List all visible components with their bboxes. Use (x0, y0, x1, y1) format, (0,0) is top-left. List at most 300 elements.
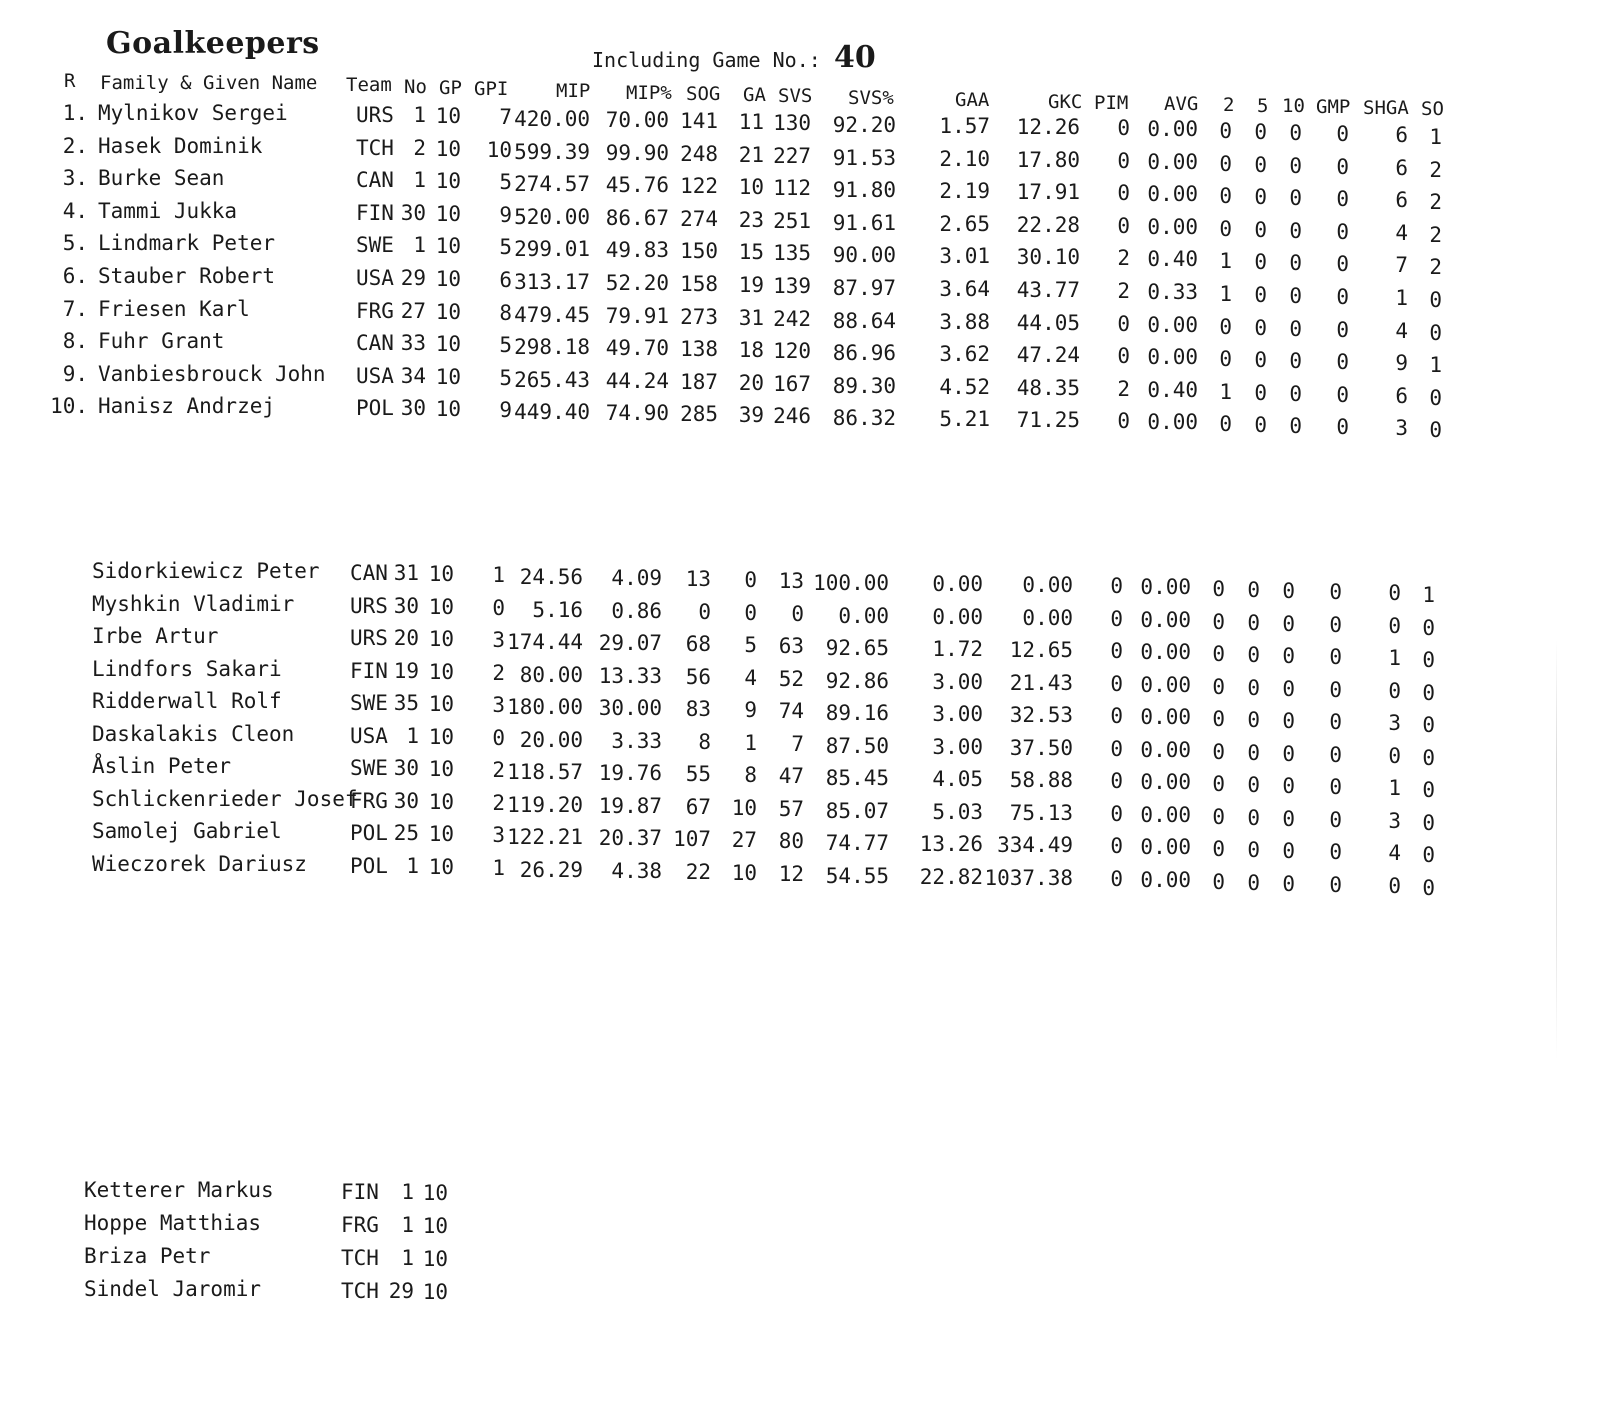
so-cell: 2 (1429, 255, 1442, 280)
pim-cell: 0 (1117, 344, 1130, 369)
mip-cell: 420.00 (514, 107, 590, 131)
pim-cell: 0 (1110, 736, 1123, 761)
svs-cell: 7 (791, 731, 804, 756)
sog-cell: 13 (685, 567, 711, 591)
pim-cell: 0 (1110, 866, 1123, 891)
player-name-cell: Hasek Dominik (98, 133, 263, 158)
shga-cell: 3 (1388, 711, 1401, 735)
mip-cell: 299.01 (514, 237, 590, 262)
p10-cell: 0 (1289, 153, 1302, 178)
gaa-cell: 2.65 (939, 211, 990, 236)
gaa-cell: 3.00 (932, 669, 983, 694)
p10-cell: 0 (1289, 186, 1302, 211)
mip-pct-cell: 4.38 (611, 858, 662, 883)
ga-cell: 39 (738, 403, 764, 428)
other-goalkeeper-row (0, 851, 1606, 900)
mip-cell: 274.57 (514, 172, 590, 197)
sog-cell: 83 (685, 697, 711, 721)
mip-pct-cell: 3.33 (611, 728, 662, 753)
no-cell: 1 (413, 168, 426, 193)
mip-pct-cell: 30.00 (598, 696, 662, 720)
gaa-cell: 3.01 (939, 244, 990, 269)
rank-cell: 8. (62, 329, 88, 354)
so-cell: 0 (1429, 288, 1442, 312)
p5-cell: 0 (1254, 217, 1267, 242)
p2-cell: 0 (1212, 674, 1225, 699)
mip-pct-cell: 79.91 (605, 303, 669, 328)
p10-cell: 0 (1282, 644, 1295, 668)
no-cell: 1 (401, 1246, 414, 1270)
mip-pct-cell: 29.07 (598, 631, 662, 655)
gp-cell: 10 (428, 562, 454, 586)
avg-cell: 0.00 (1147, 312, 1198, 337)
mip-cell: 26.29 (519, 857, 583, 882)
gaa-cell: 1.57 (939, 114, 990, 138)
sog-cell: 248 (680, 141, 718, 166)
gmp-cell: 0 (1329, 807, 1342, 832)
sog-cell: 0 (698, 599, 711, 624)
player-name-cell: Vanbiesbrouck John (98, 361, 326, 386)
gaa-cell: 3.00 (932, 702, 983, 726)
svs-cell: 12 (778, 861, 804, 886)
p10-cell: 0 (1282, 871, 1295, 896)
scan-artifact (1556, 640, 1557, 1060)
team-cell: FIN (341, 1180, 379, 1204)
pim-cell: 0 (1117, 181, 1130, 206)
no-cell: 20 (393, 626, 419, 650)
p5-cell: 0 (1254, 283, 1267, 307)
gpi-cell: 0 (492, 725, 505, 750)
header-so: SO (1421, 98, 1444, 120)
ga-cell: 0 (744, 568, 757, 592)
gkc-cell: 30.10 (1016, 245, 1080, 270)
svs-pct-cell: 0.00 (838, 603, 889, 628)
svs-cell: 112 (773, 176, 811, 201)
p10-cell: 0 (1289, 316, 1302, 341)
so-cell: 0 (1422, 778, 1435, 802)
sog-cell: 55 (685, 762, 711, 786)
gpi-cell: 9 (499, 398, 512, 423)
no-cell: 31 (393, 561, 419, 585)
so-cell: 0 (1422, 713, 1435, 737)
no-cell: 29 (400, 266, 426, 290)
mip-cell: 122.21 (507, 825, 583, 849)
no-cell: 19 (393, 658, 419, 683)
gpi-cell: 5 (499, 365, 512, 390)
so-cell: 0 (1422, 875, 1435, 900)
team-cell: FRG (350, 788, 388, 813)
sog-cell: 141 (680, 109, 718, 133)
svs-pct-cell: 90.00 (832, 243, 896, 268)
header-rank: R (64, 70, 76, 92)
mip-pct-cell: 13.33 (598, 663, 662, 688)
p5-cell: 0 (1254, 348, 1267, 373)
avg-cell: 0.00 (1140, 640, 1191, 664)
header-shga: SHGA (1363, 97, 1409, 119)
ga-cell: 1 (744, 730, 757, 755)
so-cell: 2 (1429, 157, 1442, 182)
gp-cell: 10 (435, 169, 461, 194)
gmp-cell: 0 (1329, 645, 1342, 669)
svs-pct-cell: 87.50 (825, 733, 889, 758)
shga-cell: 4 (1388, 841, 1401, 865)
team-cell: FRG (356, 298, 394, 323)
svs-cell: 57 (778, 796, 804, 821)
gmp-cell: 0 (1329, 742, 1342, 767)
gp-cell: 10 (435, 104, 461, 128)
gaa-cell: 5.21 (939, 407, 990, 432)
gkc-cell: 0.00 (1022, 605, 1073, 630)
header-gp: GP (439, 77, 462, 99)
header-avg: AVG (1164, 93, 1199, 115)
no-cell: 30 (393, 593, 419, 618)
team-cell: TCH (341, 1279, 379, 1303)
header-pen10: 10 (1282, 95, 1305, 117)
gaa-cell: 3.00 (932, 734, 983, 759)
header-pen5: 5 (1257, 95, 1269, 117)
player-name-cell: Ketterer Markus (84, 1178, 274, 1202)
mip-pct-cell: 52.20 (605, 271, 669, 295)
no-cell: 35 (393, 691, 419, 715)
pim-cell: 0 (1110, 574, 1123, 598)
gmp-cell: 0 (1329, 677, 1342, 702)
gkc-cell: 47.24 (1016, 343, 1080, 368)
ga-cell: 20 (738, 370, 764, 395)
so-cell: 0 (1422, 843, 1435, 867)
gaa-cell: 22.82 (919, 864, 983, 889)
gp-cell: 10 (428, 822, 454, 846)
svs-pct-cell: 100.00 (813, 571, 889, 595)
p2-cell: 0 (1219, 216, 1232, 241)
pim-cell: 0 (1110, 606, 1123, 631)
gpi-cell: 10 (486, 137, 512, 162)
p2-cell: 0 (1219, 412, 1232, 437)
svs-pct-cell: 89.16 (825, 701, 889, 725)
avg-cell: 0.00 (1140, 802, 1191, 827)
svs-cell: 167 (773, 371, 811, 396)
shga-cell: 4 (1395, 220, 1408, 245)
gaa-cell: 4.52 (939, 374, 990, 399)
so-cell: 0 (1429, 320, 1442, 345)
p10-cell: 0 (1289, 284, 1302, 308)
svs-pct-cell: 85.07 (825, 798, 889, 823)
rank-cell: 2. (62, 133, 88, 158)
svs-pct-cell: 92.65 (825, 636, 889, 660)
header-gmp: GMP (1316, 96, 1351, 118)
no-cell: 1 (406, 853, 419, 878)
gkc-cell: 43.77 (1016, 278, 1080, 302)
gmp-cell: 0 (1329, 775, 1342, 799)
player-name-cell: Lindmark Peter (98, 231, 276, 256)
rank-cell: 9. (62, 361, 88, 386)
avg-cell: 0.00 (1147, 117, 1198, 141)
rank-cell: 5. (62, 231, 88, 256)
avg-cell: 0.00 (1140, 607, 1191, 632)
mip-pct-cell: 20.37 (598, 826, 662, 850)
gpi-cell: 5 (499, 235, 512, 260)
gmp-cell: 0 (1336, 154, 1349, 179)
ga-cell: 10 (731, 860, 757, 885)
gp-cell: 10 (435, 234, 461, 259)
gmp-cell: 0 (1329, 580, 1342, 604)
gpi-cell: 8 (499, 300, 512, 325)
p10-cell: 0 (1289, 121, 1302, 145)
gp-cell: 10 (422, 1247, 448, 1271)
svs-cell: 47 (778, 764, 804, 788)
gp-cell: 10 (428, 594, 454, 619)
so-cell: 1 (1429, 125, 1442, 149)
ga-cell: 15 (738, 240, 764, 265)
so-cell: 0 (1422, 745, 1435, 770)
p2-cell: 0 (1219, 151, 1232, 176)
pim-cell: 0 (1117, 148, 1130, 173)
shga-cell: 6 (1395, 123, 1408, 147)
pim-cell: 0 (1110, 801, 1123, 826)
avg-cell: 0.40 (1147, 377, 1198, 402)
p5-cell: 0 (1247, 838, 1260, 862)
player-name-cell: Sindel Jaromir (84, 1277, 262, 1301)
no-cell: 1 (413, 233, 426, 258)
gp-cell: 10 (435, 299, 461, 324)
p2-cell: 0 (1219, 347, 1232, 372)
so-cell: 2 (1429, 222, 1442, 247)
team-cell: USA (356, 266, 394, 290)
gaa-cell: 3.62 (939, 342, 990, 367)
team-cell: URS (356, 103, 394, 127)
so-cell: 0 (1422, 615, 1435, 640)
shga-cell: 1 (1388, 646, 1401, 670)
mip-pct-cell: 19.76 (598, 761, 662, 785)
player-name-cell: Briza Petr (84, 1244, 211, 1268)
gpi-cell: 9 (499, 202, 512, 227)
so-cell: 1 (1422, 583, 1435, 607)
p2-cell: 0 (1212, 869, 1225, 894)
shga-cell: 3 (1395, 416, 1408, 441)
ga-cell: 9 (744, 698, 757, 722)
shga-cell: 0 (1388, 743, 1401, 768)
no-cell: 1 (401, 1180, 414, 1204)
sog-cell: 68 (685, 632, 711, 656)
avg-cell: 0.00 (1147, 149, 1198, 174)
gkc-cell: 12.65 (1009, 638, 1073, 662)
player-name-cell: Friesen Karl (98, 296, 250, 321)
player-name-cell: Tammi Jukka (98, 198, 238, 223)
player-name-cell: Daskalakis Cleon (92, 721, 295, 746)
svs-cell: 120 (773, 339, 811, 364)
mip-pct-cell: 86.67 (605, 205, 669, 230)
no-cell: 33 (400, 331, 426, 356)
team-cell: URS (350, 593, 388, 618)
pim-cell: 2 (1117, 279, 1130, 303)
ga-cell: 11 (738, 110, 764, 134)
avg-cell: 0.40 (1147, 247, 1198, 272)
gkc-cell: 37.50 (1009, 735, 1073, 760)
player-name-cell: Samolej Gabriel (92, 819, 282, 843)
svs-pct-cell: 91.61 (832, 210, 896, 235)
gpi-cell: 1 (492, 855, 505, 880)
p2-cell: 1 (1219, 249, 1232, 274)
gmp-cell: 0 (1336, 187, 1349, 212)
p2-cell: 0 (1212, 642, 1225, 666)
gkc-cell: 12.26 (1016, 115, 1080, 139)
header-svs-pct: SVS% (848, 87, 894, 109)
so-cell: 0 (1429, 385, 1442, 410)
p5-cell: 0 (1254, 380, 1267, 405)
team-cell: CAN (356, 331, 394, 356)
player-name-cell: Fuhr Grant (98, 329, 225, 354)
gp-cell: 10 (435, 332, 461, 357)
team-cell: SWE (350, 756, 388, 780)
did-not-play-row (0, 1210, 1606, 1240)
avg-cell: 0.00 (1140, 835, 1191, 859)
gpi-cell: 2 (492, 790, 505, 815)
p2-cell: 0 (1212, 609, 1225, 634)
pim-cell: 0 (1117, 116, 1130, 140)
team-cell: SWE (356, 233, 394, 258)
mip-cell: 118.57 (507, 760, 583, 784)
p10-cell: 0 (1289, 349, 1302, 374)
gkc-cell: 71.25 (1016, 408, 1080, 433)
mip-pct-cell: 49.70 (605, 336, 669, 361)
pim-cell: 2 (1117, 246, 1130, 271)
p10-cell: 0 (1289, 251, 1302, 276)
sog-cell: 8 (698, 729, 711, 754)
p10-cell: 0 (1282, 839, 1295, 863)
team-cell: FIN (350, 658, 388, 683)
ga-cell: 4 (744, 665, 757, 690)
svs-cell: 135 (773, 241, 811, 266)
mip-pct-cell: 45.76 (605, 173, 669, 198)
gkc-cell: 334.49 (997, 833, 1073, 857)
svs-pct-cell: 88.64 (832, 308, 896, 333)
header-pim: PIM (1094, 92, 1129, 114)
svs-cell: 80 (778, 829, 804, 853)
ga-cell: 31 (738, 305, 764, 330)
gkc-cell: 17.80 (1016, 147, 1080, 172)
pim-cell: 0 (1110, 834, 1123, 858)
p10-cell: 0 (1282, 806, 1295, 831)
gp-cell: 10 (422, 1214, 448, 1238)
team-cell: POL (356, 396, 394, 421)
no-cell: 1 (413, 103, 426, 127)
p5-cell: 0 (1247, 610, 1260, 635)
gkc-cell: 75.13 (1009, 800, 1073, 825)
ga-cell: 21 (738, 142, 764, 167)
shga-cell: 7 (1395, 253, 1408, 278)
svs-pct-cell: 86.96 (832, 341, 896, 366)
svs-cell: 139 (773, 274, 811, 298)
p10-cell: 0 (1282, 741, 1295, 766)
p5-cell: 0 (1247, 740, 1260, 765)
svs-cell: 0 (791, 601, 804, 626)
gaa-cell: 3.88 (939, 309, 990, 334)
mip-pct-cell: 49.83 (605, 238, 669, 263)
sog-cell: 274 (680, 206, 718, 231)
svs-cell: 242 (773, 306, 811, 331)
no-cell: 1 (406, 723, 419, 748)
gkc-cell: 1037.38 (984, 865, 1073, 890)
gaa-cell: 2.10 (939, 146, 990, 171)
gkc-cell: 48.35 (1016, 375, 1080, 400)
pim-cell: 0 (1110, 671, 1123, 696)
svs-cell: 246 (773, 404, 811, 429)
game-number: 40 (834, 40, 876, 75)
p5-cell: 0 (1254, 152, 1267, 177)
gpi-cell: 5 (499, 170, 512, 195)
mip-cell: 265.43 (514, 367, 590, 392)
so-cell: 0 (1422, 810, 1435, 835)
header-team: Team (346, 74, 392, 96)
sog-cell: 138 (680, 337, 718, 362)
gpi-cell: 1 (492, 563, 505, 587)
p2-cell: 0 (1212, 772, 1225, 796)
so-cell: 1 (1429, 353, 1442, 378)
p10-cell: 0 (1282, 709, 1295, 733)
shga-cell: 0 (1388, 581, 1401, 605)
shga-cell: 1 (1395, 286, 1408, 310)
svs-cell: 52 (778, 666, 804, 691)
avg-cell: 0.00 (1140, 867, 1191, 892)
gmp-cell: 0 (1336, 415, 1349, 440)
p10-cell: 0 (1282, 676, 1295, 701)
header-pen2: 2 (1223, 94, 1235, 116)
shga-cell: 4 (1395, 318, 1408, 343)
p2-cell: 0 (1212, 804, 1225, 829)
team-cell: POL (350, 853, 388, 878)
team-cell: TCH (341, 1246, 379, 1270)
gp-cell: 10 (422, 1280, 448, 1304)
sog-cell: 22 (685, 859, 711, 884)
mip-cell: 20.00 (519, 727, 583, 752)
team-cell: FRG (341, 1213, 379, 1237)
mip-cell: 599.39 (514, 139, 590, 164)
rank-cell: 3. (62, 166, 88, 191)
gaa-cell: 2.19 (939, 179, 990, 204)
player-name-cell: Ridderwall Rolf (92, 689, 282, 713)
gkc-cell: 0.00 (1022, 573, 1073, 597)
p10-cell: 0 (1289, 381, 1302, 406)
sog-cell: 67 (685, 794, 711, 819)
player-name-cell: Hanisz Andrzej (98, 394, 276, 419)
svs-cell: 130 (773, 111, 811, 135)
sog-cell: 158 (680, 272, 718, 296)
svs-cell: 13 (778, 569, 804, 593)
player-name-cell: Mylnikov Sergei (98, 101, 288, 125)
sog-cell: 107 (673, 827, 711, 851)
team-cell: USA (350, 723, 388, 748)
player-name-cell: Sidorkiewicz Peter (92, 559, 320, 583)
mip-pct-cell: 4.09 (611, 566, 662, 590)
gpi-cell: 2 (492, 758, 505, 782)
no-cell: 30 (393, 788, 419, 813)
no-cell: 34 (400, 363, 426, 388)
team-cell: FIN (356, 200, 394, 225)
sog-cell: 122 (680, 174, 718, 199)
team-cell: TCH (356, 135, 394, 160)
gkc-cell: 32.53 (1009, 703, 1073, 727)
header-mip-pct: MIP% (626, 82, 672, 104)
header-name: Family & Given Name (100, 72, 318, 94)
gpi-cell: 5 (499, 333, 512, 358)
header-gaa: GAA (955, 89, 990, 111)
header-ga: GA (743, 84, 766, 106)
rank-cell: 1. (62, 101, 88, 125)
ga-cell: 8 (744, 763, 757, 787)
no-cell: 30 (393, 756, 419, 780)
avg-cell: 0.00 (1147, 345, 1198, 370)
page-title: Goalkeepers (106, 26, 320, 61)
ga-cell: 10 (738, 175, 764, 200)
